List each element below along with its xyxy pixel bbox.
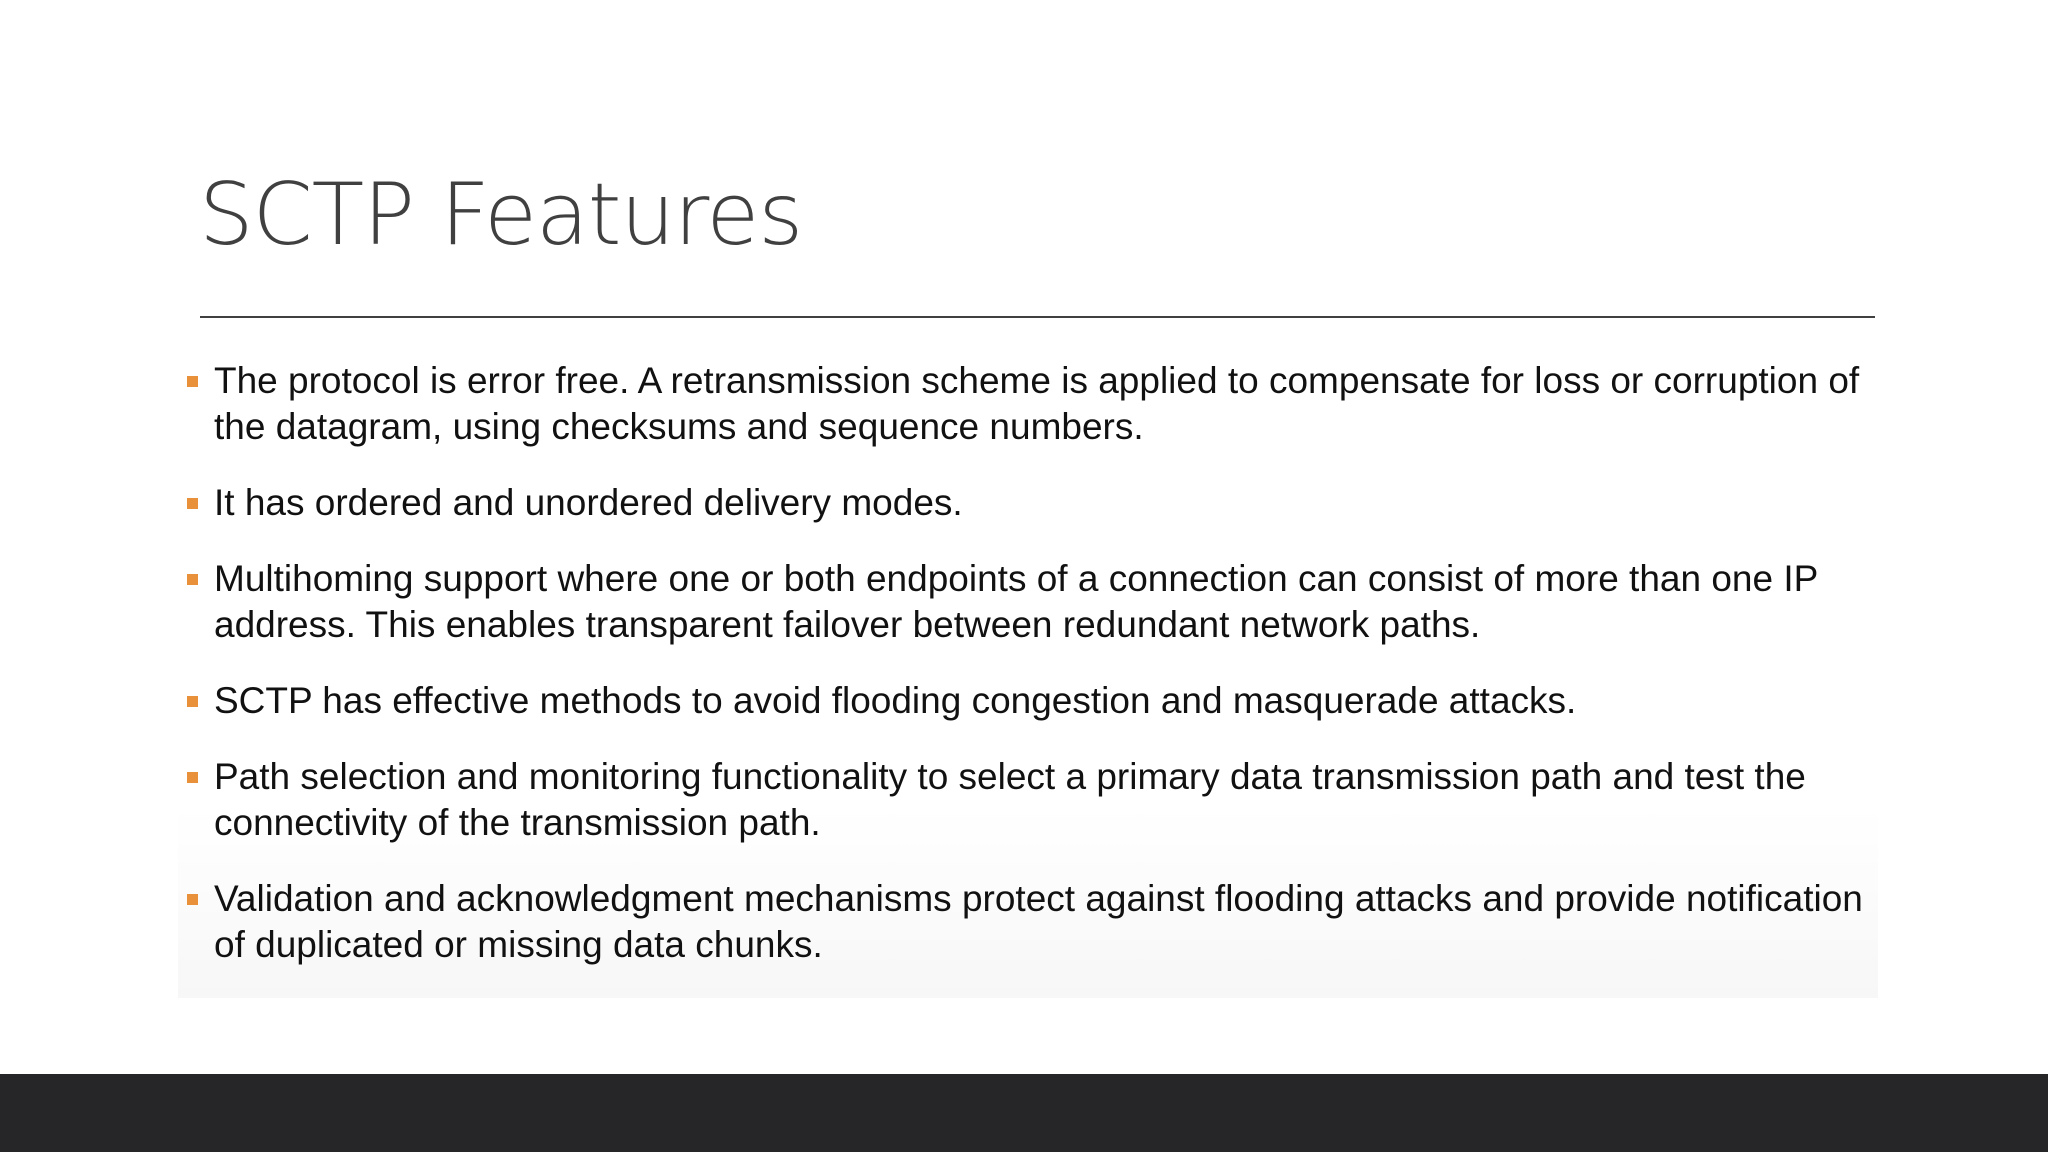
bullet-item [178,678,1878,724]
square-bullet-icon [187,574,198,585]
square-bullet-icon [187,772,198,783]
bullet-item [178,754,1878,846]
footer-bar [0,1074,2048,1152]
bullet-item [178,480,1878,526]
bullet-text: Validation and acknowledgment mechanisms protect against flooding attacks and provide notification of duplicated or missing data chunks. [214,878,1863,965]
square-bullet-icon [187,894,198,905]
bullet-item [178,358,1878,450]
bullet-text: Path selection and monitoring functionality to select a primary data transmission path and test the connectivity of the transmission path. [214,756,1806,843]
bullet-item [178,876,1878,968]
bullet-text: It has ordered and unordered delivery modes. [214,482,963,523]
bullet-text: The protocol is error free. A retransmission scheme is applied to compensate for loss or corruption of the datagram, using checksums and sequence numbers. [214,360,1860,447]
slide-content [178,358,1878,998]
bullet-text: Multihoming support where one or both endpoints of a connection can consist of more than one IP address. This enables transparent failover between redundant network paths. [214,558,1818,645]
slide-title: SCTP Features [199,165,803,265]
title-divider [200,316,1875,318]
bullet-text: SCTP has effective methods to avoid flooding congestion and masquerade attacks. [214,680,1577,721]
square-bullet-icon [187,498,198,509]
square-bullet-icon [187,696,198,707]
square-bullet-icon [187,376,198,387]
bullet-item [178,556,1878,648]
bullet-list [178,358,1878,968]
